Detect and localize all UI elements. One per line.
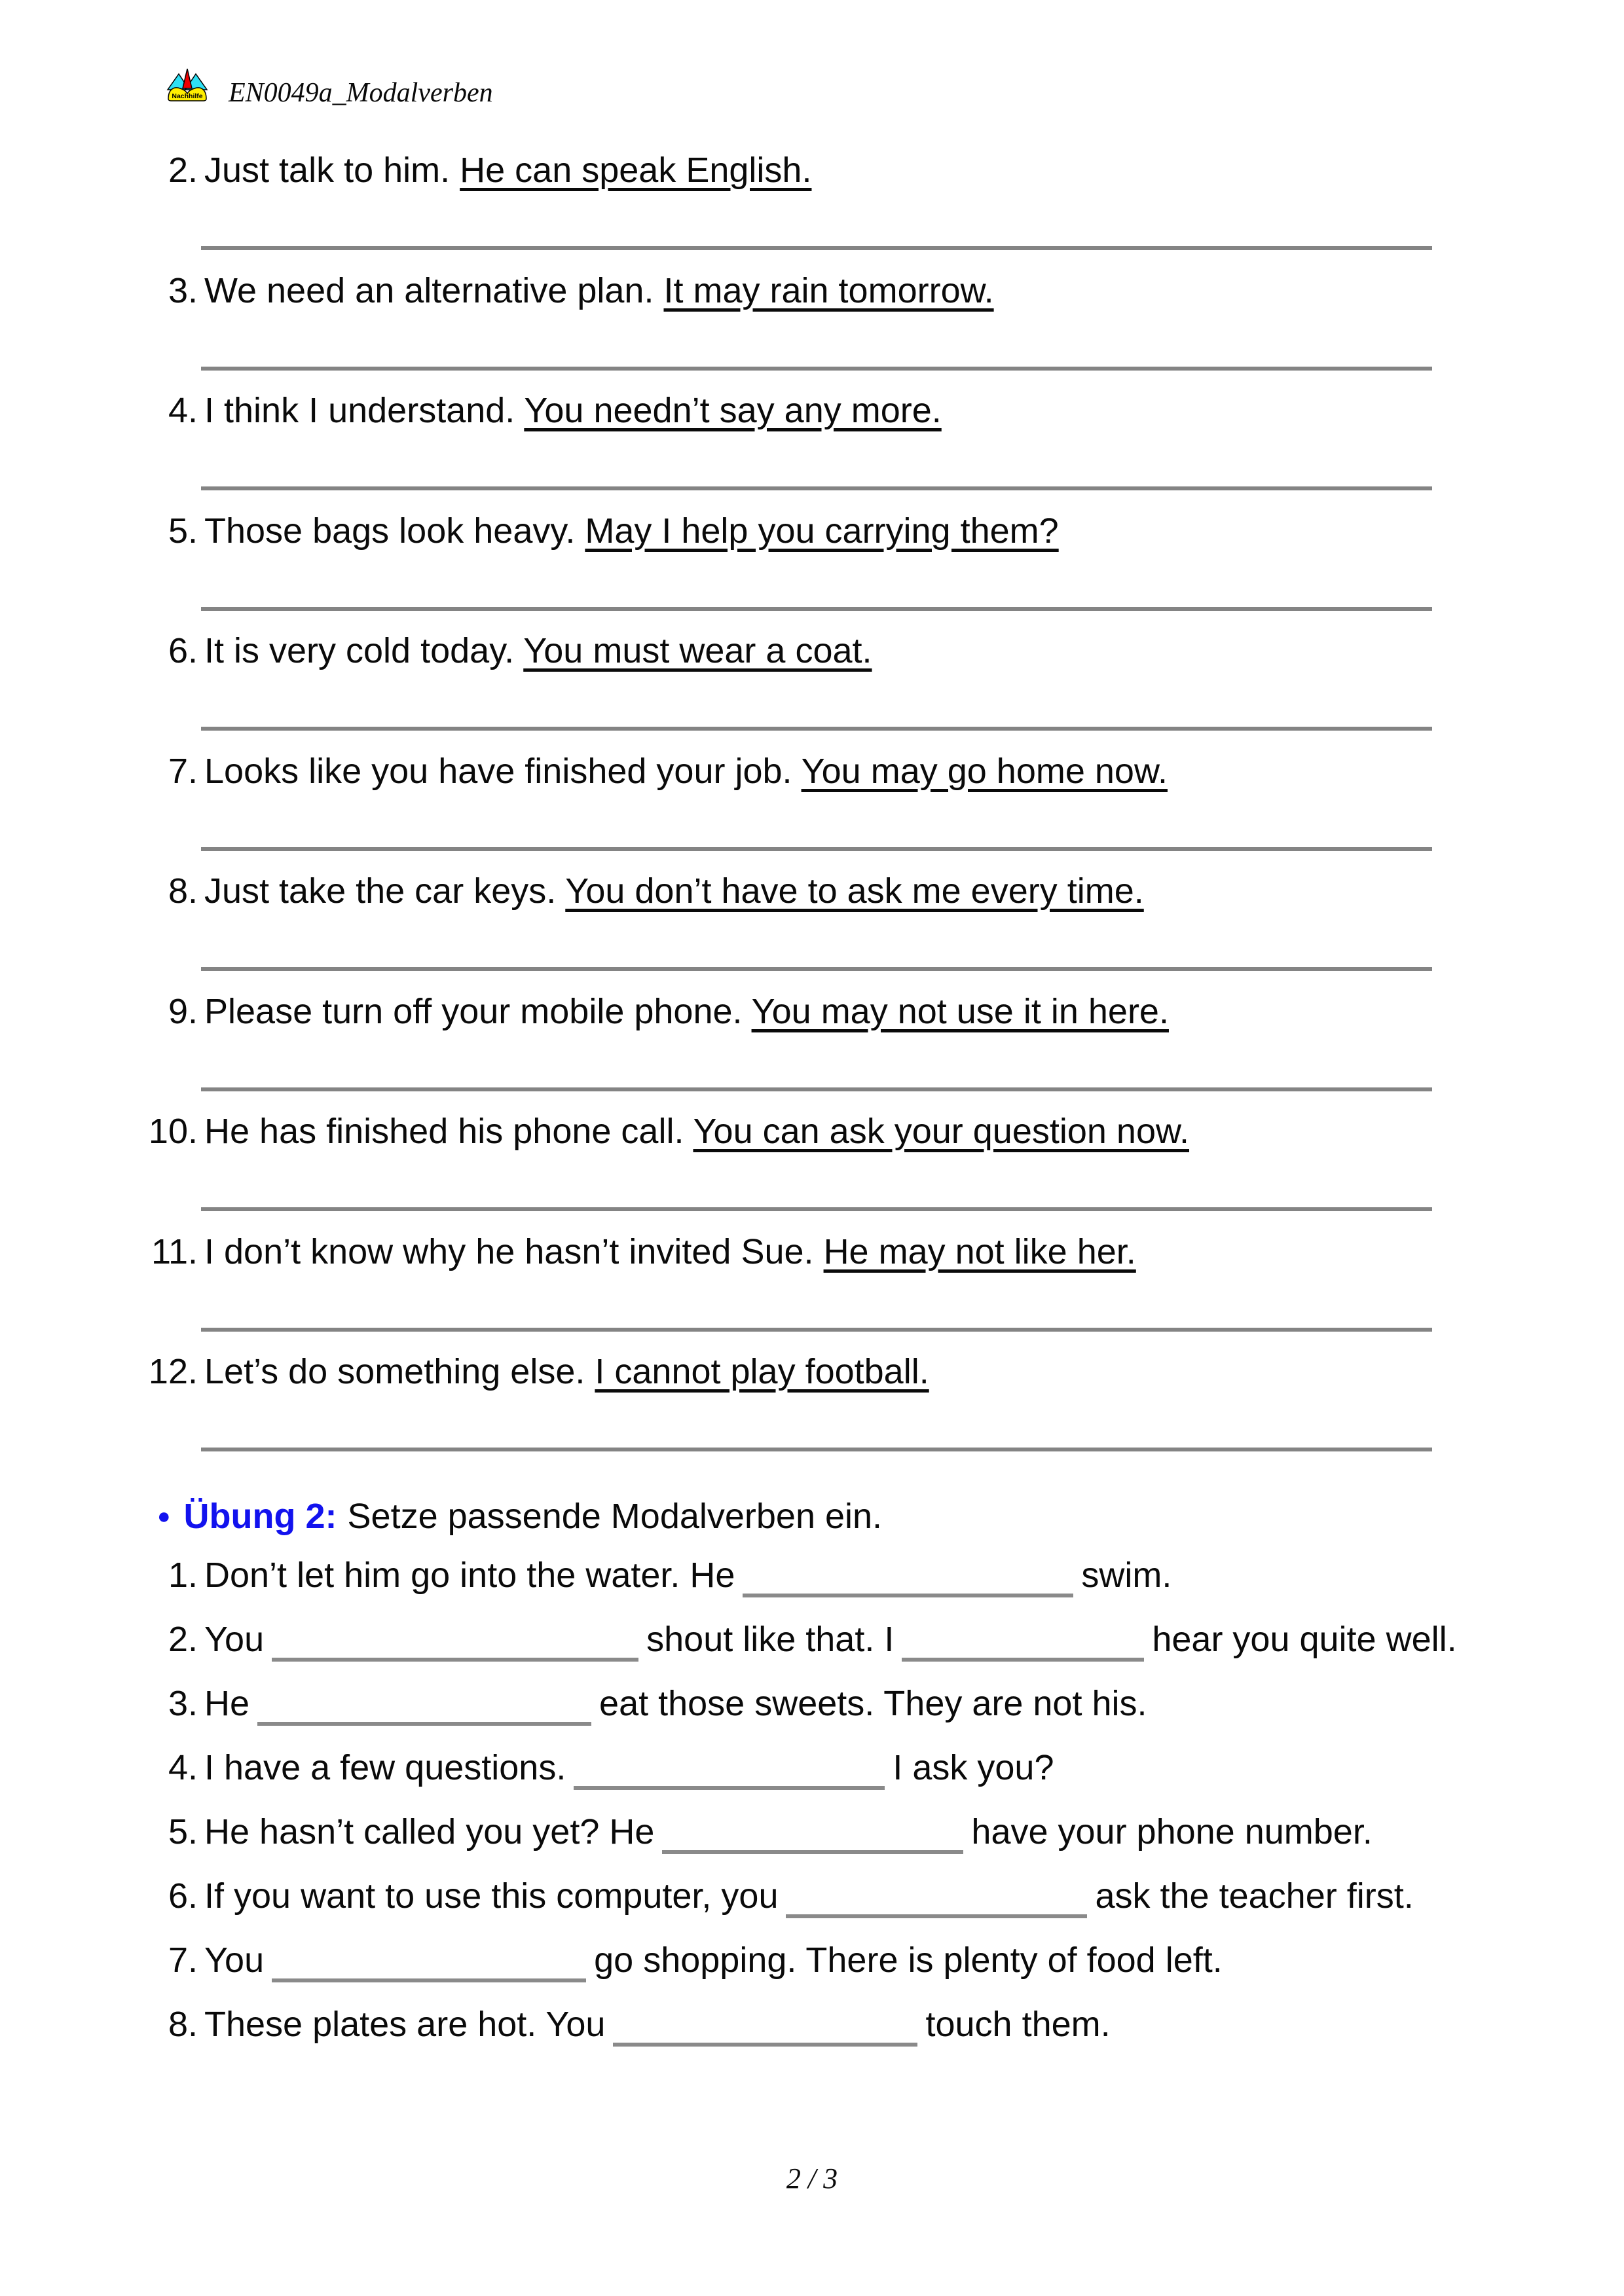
item-number: 9. (168, 991, 198, 1031)
item-sentence: Please turn off your mobile phone. You may not use it in here. (204, 991, 1169, 1031)
exercise2-list (145, 1554, 1540, 2067)
item-sentence: Those bags look heavy. May I help you carrying them? (204, 511, 1059, 551)
item-number: 8. (168, 871, 198, 911)
fill-in-blank (272, 1964, 586, 1982)
sentence-text: Don’t let him go into the water. He (204, 1556, 735, 1595)
nachhilfe-logo-icon (166, 67, 209, 102)
item-sentence: We need an alternative plan. It may rain tomorrow. (204, 270, 994, 310)
exercise2-label: Übung 2: (183, 1497, 337, 1536)
underlined-answer: He may not like her. (823, 1231, 1136, 1271)
item-number: 8. (168, 2005, 198, 2044)
fill-in-blank (272, 1643, 638, 1662)
answer-line (201, 847, 1432, 851)
exercise1-list (145, 149, 1432, 1471)
underlined-answer: It may rain tomorrow. (663, 270, 994, 310)
item-number: 5. (168, 1812, 198, 1851)
item-sentence (204, 1874, 1414, 1939)
exercise2-item (145, 1810, 1540, 1874)
sentence-text: touch them. (925, 2005, 1111, 2044)
item-number: 6. (168, 1876, 198, 1916)
fill-in-blank (257, 1707, 591, 1726)
exercise2-instruction: Setze passende Modalverben ein. (347, 1497, 883, 1536)
sentence-text: hear you quite well. (1152, 1620, 1457, 1659)
exercise1-item (145, 750, 1432, 871)
answer-line (201, 727, 1432, 731)
fill-in-blank (743, 1579, 1073, 1597)
answer-line (201, 607, 1432, 611)
exercise1-item (145, 1351, 1432, 1471)
item-number: 2. (168, 1620, 198, 1659)
answer-line (201, 1328, 1432, 1332)
underlined-answer: You don’t have to ask me every time. (565, 871, 1144, 911)
item-number: 7. (168, 751, 198, 791)
sentence-text: I have a few questions. (204, 1748, 566, 1787)
exercise2-item (145, 1874, 1540, 1939)
fill-in-blank (786, 1900, 1087, 1918)
answer-line (201, 1207, 1432, 1211)
exercise1-item (145, 1110, 1432, 1231)
page-number: 2 / 3 (786, 2162, 838, 2195)
exercise2-item (145, 1618, 1540, 1682)
item-number: 1. (168, 1556, 198, 1595)
underlined-answer: You may not use it in here. (751, 991, 1169, 1031)
item-sentence: Just talk to him. He can speak English. (204, 151, 812, 190)
item-number: 4. (168, 391, 198, 430)
sentence-text: I ask you? (893, 1748, 1054, 1787)
item-number: 6. (168, 631, 198, 670)
item-sentence: He has finished his phone call. You can ask your question now. (204, 1112, 1190, 1151)
sentence-text: If you want to use this computer, you (204, 1876, 779, 1916)
exercise1-item (145, 1231, 1432, 1351)
item-sentence: I don’t know why he hasn’t invited Sue. He may not like her. (204, 1231, 1136, 1271)
exercise1-item (145, 870, 1432, 991)
item-sentence (204, 1810, 1373, 1874)
exercise1-item (145, 630, 1432, 750)
underlined-answer: I cannot play football. (595, 1352, 929, 1391)
fill-in-blank (613, 2028, 917, 2047)
answer-line (201, 486, 1432, 490)
exercise1-item (145, 270, 1432, 390)
document-title: EN0049a_Modalverben (229, 78, 493, 108)
sentence-text: These plates are hot. You (204, 2005, 606, 2044)
exercise2-item (145, 1682, 1540, 1746)
answer-line (201, 1448, 1432, 1451)
exercise2-item (145, 1939, 1540, 2003)
item-number: 3. (168, 270, 198, 310)
sentence-text: go shopping. There is plenty of food left. (594, 1941, 1223, 1980)
item-sentence (204, 1939, 1223, 2003)
exercise2-heading (157, 1495, 882, 1538)
sentence-text: You (204, 1620, 265, 1659)
exercise2-item (145, 2003, 1540, 2067)
item-sentence: Looks like you have finished your job. You may go home now. (204, 751, 1168, 791)
answer-line (201, 246, 1432, 250)
item-number: 7. (168, 1941, 198, 1980)
item-number: 10. (148, 1112, 198, 1151)
exercise1-item (145, 390, 1432, 510)
item-sentence (204, 1554, 1172, 1618)
item-number: 11. (151, 1231, 198, 1271)
item-sentence: Just take the car keys. You don’t have to ask me every time. (204, 871, 1144, 911)
fill-in-blank (902, 1643, 1144, 1662)
underlined-answer: You may go home now. (801, 751, 1168, 791)
fill-in-blank (574, 1772, 885, 1790)
sentence-text: You (204, 1941, 265, 1980)
exercise1-item (145, 510, 1432, 630)
sentence-text: have your phone number. (971, 1812, 1373, 1851)
sentence-text: ask the teacher first. (1095, 1876, 1414, 1916)
underlined-answer: You needn’t say any more. (524, 391, 942, 430)
answer-line (201, 367, 1432, 371)
bullet-icon: ● (157, 1504, 171, 1529)
underlined-answer: May I help you carrying them? (585, 511, 1059, 551)
underlined-answer: He can speak English. (460, 151, 812, 190)
item-number: 2. (168, 151, 198, 190)
answer-line (201, 967, 1432, 971)
exercise1-item (145, 991, 1432, 1111)
item-sentence (204, 2003, 1111, 2067)
item-sentence: It is very cold today. You must wear a coat. (204, 631, 872, 670)
fill-in-blank (662, 1836, 963, 1854)
logo-text: Nachhilfe (172, 92, 203, 100)
item-sentence: I think I understand. You needn’t say any more. (204, 391, 942, 430)
item-sentence (204, 1682, 1147, 1746)
sentence-text: eat those sweets. They are not his. (599, 1684, 1147, 1723)
sentence-text: shout like that. I (646, 1620, 895, 1659)
answer-line (201, 1087, 1432, 1091)
exercise1-item (145, 149, 1432, 270)
sentence-text: swim. (1081, 1556, 1172, 1595)
underlined-answer: You must wear a coat. (523, 631, 872, 670)
item-number: 4. (168, 1748, 198, 1787)
item-sentence (204, 1746, 1054, 1810)
sentence-text: He (204, 1684, 250, 1723)
exercise2-item (145, 1554, 1540, 1618)
sentence-text: He hasn’t called you yet? He (204, 1812, 655, 1851)
exercise2-item (145, 1746, 1540, 1810)
item-sentence: Let’s do something else. I cannot play football. (204, 1352, 929, 1391)
item-number: 3. (168, 1684, 198, 1723)
underlined-answer: You can ask your question now. (693, 1112, 1190, 1151)
item-number: 5. (168, 511, 198, 551)
item-number: 12. (148, 1352, 198, 1391)
item-sentence (204, 1618, 1457, 1682)
